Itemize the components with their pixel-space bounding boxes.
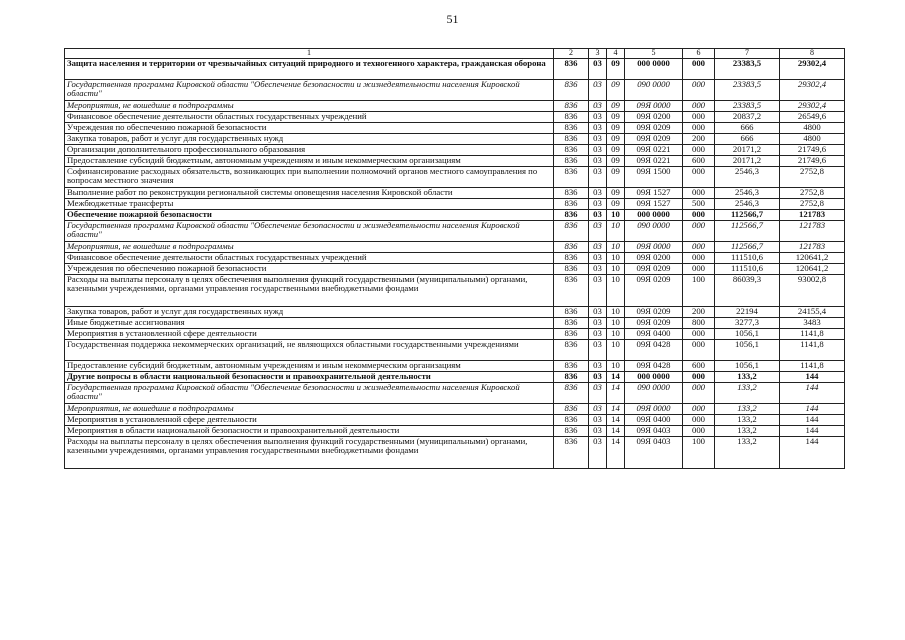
cell-ved: 836 xyxy=(554,318,589,329)
cell-ved: 836 xyxy=(554,437,589,469)
cell-amount-year1: 133,2 xyxy=(715,404,780,415)
cell-section: 03 xyxy=(589,415,607,426)
table-row xyxy=(65,307,845,318)
cell-amount-year1: 86039,3 xyxy=(715,275,780,307)
cell-subsection: 10 xyxy=(607,329,625,340)
cell-amount-year1: 666 xyxy=(715,134,780,145)
cell-ved: 836 xyxy=(554,372,589,383)
cell-amount-year2: 26549,6 xyxy=(780,112,845,123)
cell-amount-year2: 120641,2 xyxy=(780,264,845,275)
cell-amount-year1: 133,2 xyxy=(715,426,780,437)
cell-subsection: 10 xyxy=(607,264,625,275)
cell-target-code: 09Я 0428 xyxy=(625,340,683,361)
row-name: Расходы на выплаты персоналу в целях обеспечения выполнения функций государственными (муниципальными) органами, казенными учреждениями, органами управления государственными внебюджетными фондами xyxy=(65,437,554,469)
row-name: Софинансирование расходных обязательств, возникающих при выполнении полномочий органов местного самоуправления по вопросам местного значения xyxy=(65,167,554,188)
cell-target-code: 09Я 0209 xyxy=(625,123,683,134)
cell-amount-year2: 1141,8 xyxy=(780,340,845,361)
cell-amount-year1: 2546,3 xyxy=(715,167,780,188)
cell-ved: 836 xyxy=(554,80,589,101)
cell-amount-year2: 2752,8 xyxy=(780,188,845,199)
cell-amount-year1: 23383,5 xyxy=(715,101,780,112)
cell-target-code: 09Я 0428 xyxy=(625,361,683,372)
cell-amount-year2: 24155,4 xyxy=(780,307,845,318)
cell-amount-year2: 121783 xyxy=(780,221,845,242)
cell-ved: 836 xyxy=(554,426,589,437)
cell-amount-year2: 2752,8 xyxy=(780,199,845,210)
row-name: Мероприятия в области национальной безопасности и правоохранительной деятельности xyxy=(65,426,554,437)
cell-expense-type: 500 xyxy=(683,199,715,210)
cell-target-code: 09Я 0200 xyxy=(625,253,683,264)
cell-subsection: 14 xyxy=(607,404,625,415)
table-row xyxy=(65,372,845,383)
row-name: Мероприятия в установленной сфере деятельности xyxy=(65,415,554,426)
cell-section: 03 xyxy=(589,437,607,469)
cell-target-code: 09Я 0400 xyxy=(625,329,683,340)
header-cell: 3 xyxy=(589,49,607,59)
cell-expense-type: 200 xyxy=(683,134,715,145)
table-row xyxy=(65,426,845,437)
cell-target-code: 090 0000 xyxy=(625,80,683,101)
cell-amount-year2: 120641,2 xyxy=(780,253,845,264)
table-row xyxy=(65,210,845,221)
row-name: Мероприятия, не вошедшие в подпрограммы xyxy=(65,404,554,415)
row-name: Закупка товаров, работ и услуг для государственных нужд xyxy=(65,134,554,145)
table-row xyxy=(65,156,845,167)
cell-ved: 836 xyxy=(554,145,589,156)
row-name: Расходы на выплаты персоналу в целях обеспечения выполнения функций государственными (муниципальными) органами, казенными учреждениями, органами управления государственными внебюджетными фондами xyxy=(65,275,554,307)
cell-ved: 836 xyxy=(554,167,589,188)
table-row xyxy=(65,145,845,156)
cell-expense-type: 000 xyxy=(683,188,715,199)
header-cell: 8 xyxy=(780,49,845,59)
cell-target-code: 09Я 0209 xyxy=(625,275,683,307)
cell-target-code: 09Я 0221 xyxy=(625,156,683,167)
cell-section: 03 xyxy=(589,123,607,134)
cell-amount-year2: 121783 xyxy=(780,242,845,253)
cell-section: 03 xyxy=(589,307,607,318)
cell-section: 03 xyxy=(589,156,607,167)
cell-amount-year1: 133,2 xyxy=(715,383,780,404)
cell-amount-year2: 4800 xyxy=(780,123,845,134)
cell-section: 03 xyxy=(589,318,607,329)
cell-amount-year2: 1141,8 xyxy=(780,329,845,340)
table-row xyxy=(65,80,845,101)
cell-target-code: 09Я 0200 xyxy=(625,112,683,123)
cell-expense-type: 000 xyxy=(683,112,715,123)
cell-ved: 836 xyxy=(554,59,589,80)
table-row xyxy=(65,199,845,210)
cell-target-code: 000 0000 xyxy=(625,210,683,221)
cell-target-code: 090 0000 xyxy=(625,383,683,404)
cell-amount-year1: 22194 xyxy=(715,307,780,318)
cell-ved: 836 xyxy=(554,253,589,264)
cell-subsection: 10 xyxy=(607,340,625,361)
cell-expense-type: 000 xyxy=(683,329,715,340)
cell-ved: 836 xyxy=(554,134,589,145)
cell-target-code: 09Я 0000 xyxy=(625,242,683,253)
cell-amount-year2: 144 xyxy=(780,404,845,415)
cell-ved: 836 xyxy=(554,340,589,361)
cell-amount-year1: 133,2 xyxy=(715,437,780,469)
cell-section: 03 xyxy=(589,59,607,80)
table-row xyxy=(65,242,845,253)
row-name: Другие вопросы в области национальной безопасности и правоохранительной деятельности xyxy=(65,372,554,383)
cell-ved: 836 xyxy=(554,383,589,404)
cell-target-code: 09Я 1527 xyxy=(625,188,683,199)
cell-subsection: 09 xyxy=(607,59,625,80)
cell-subsection: 14 xyxy=(607,426,625,437)
table-row xyxy=(65,415,845,426)
cell-expense-type: 000 xyxy=(683,426,715,437)
row-name: Учреждения по обеспечению пожарной безопасности xyxy=(65,264,554,275)
cell-section: 03 xyxy=(589,101,607,112)
cell-target-code: 09Я 0000 xyxy=(625,404,683,415)
table-row xyxy=(65,188,845,199)
cell-amount-year2: 144 xyxy=(780,415,845,426)
cell-subsection: 09 xyxy=(607,199,625,210)
cell-target-code: 09Я 0209 xyxy=(625,134,683,145)
cell-ved: 836 xyxy=(554,264,589,275)
cell-ved: 836 xyxy=(554,101,589,112)
cell-amount-year1: 20837,2 xyxy=(715,112,780,123)
cell-amount-year1: 20171,2 xyxy=(715,156,780,167)
row-name: Обеспечение пожарной безопасности xyxy=(65,210,554,221)
cell-amount-year1: 2546,3 xyxy=(715,188,780,199)
table-row xyxy=(65,318,845,329)
cell-amount-year2: 21749,6 xyxy=(780,145,845,156)
cell-amount-year2: 144 xyxy=(780,426,845,437)
cell-amount-year2: 3483 xyxy=(780,318,845,329)
cell-amount-year1: 23383,5 xyxy=(715,80,780,101)
cell-ved: 836 xyxy=(554,188,589,199)
cell-ved: 836 xyxy=(554,361,589,372)
cell-subsection: 09 xyxy=(607,134,625,145)
header-row xyxy=(65,49,845,59)
cell-section: 03 xyxy=(589,404,607,415)
cell-section: 03 xyxy=(589,264,607,275)
cell-expense-type: 200 xyxy=(683,307,715,318)
table-row xyxy=(65,167,845,188)
budget-table xyxy=(64,48,845,469)
cell-amount-year2: 144 xyxy=(780,383,845,404)
cell-amount-year2: 144 xyxy=(780,437,845,469)
cell-section: 03 xyxy=(589,242,607,253)
row-name: Финансовое обеспечение деятельности областных государственных учреждений xyxy=(65,253,554,264)
cell-expense-type: 100 xyxy=(683,437,715,469)
cell-amount-year1: 112566,7 xyxy=(715,242,780,253)
cell-target-code: 09Я 0403 xyxy=(625,437,683,469)
cell-subsection: 09 xyxy=(607,112,625,123)
row-name: Мероприятия в установленной сфере деятельности xyxy=(65,329,554,340)
cell-subsection: 09 xyxy=(607,145,625,156)
cell-expense-type: 100 xyxy=(683,275,715,307)
header-cell: 1 xyxy=(65,49,554,59)
cell-subsection: 10 xyxy=(607,210,625,221)
cell-amount-year2: 29302,4 xyxy=(780,59,845,80)
cell-amount-year2: 1141,8 xyxy=(780,361,845,372)
cell-section: 03 xyxy=(589,329,607,340)
cell-subsection: 14 xyxy=(607,437,625,469)
row-name: Выполнение работ по реконструкции региональной системы оповещения населения Кировской области xyxy=(65,188,554,199)
table-row xyxy=(65,437,845,469)
row-name: Закупка товаров, работ и услуг для государственных нужд xyxy=(65,307,554,318)
row-name: Предоставление субсидий бюджетным, автономным учреждениям и иным некоммерческим организациям xyxy=(65,156,554,167)
cell-amount-year2: 2752,8 xyxy=(780,167,845,188)
cell-amount-year2: 93002,8 xyxy=(780,275,845,307)
row-name: Государственная поддержка некоммерческих организаций, не являющихся областными государственными учреждениями xyxy=(65,340,554,361)
cell-section: 03 xyxy=(589,253,607,264)
cell-target-code: 09Я 1527 xyxy=(625,199,683,210)
cell-subsection: 14 xyxy=(607,372,625,383)
cell-section: 03 xyxy=(589,167,607,188)
cell-expense-type: 000 xyxy=(683,415,715,426)
header-cell: 6 xyxy=(683,49,715,59)
cell-ved: 836 xyxy=(554,242,589,253)
cell-subsection: 10 xyxy=(607,307,625,318)
row-name: Мероприятия, не вошедшие в подпрограммы xyxy=(65,101,554,112)
cell-section: 03 xyxy=(589,112,607,123)
cell-section: 03 xyxy=(589,221,607,242)
cell-amount-year1: 23383,5 xyxy=(715,59,780,80)
cell-expense-type: 000 xyxy=(683,221,715,242)
cell-ved: 836 xyxy=(554,404,589,415)
cell-subsection: 10 xyxy=(607,253,625,264)
cell-section: 03 xyxy=(589,340,607,361)
cell-section: 03 xyxy=(589,275,607,307)
cell-amount-year1: 112566,7 xyxy=(715,210,780,221)
table-row xyxy=(65,275,845,307)
cell-ved: 836 xyxy=(554,199,589,210)
table-row xyxy=(65,101,845,112)
cell-section: 03 xyxy=(589,372,607,383)
cell-ved: 836 xyxy=(554,210,589,221)
cell-section: 03 xyxy=(589,188,607,199)
row-name: Межбюджетные трансферты xyxy=(65,199,554,210)
row-name: Защита населения и территории от чрезвычайных ситуаций природного и техногенного характера, гражданская оборона xyxy=(65,59,554,80)
cell-amount-year2: 4800 xyxy=(780,134,845,145)
cell-amount-year2: 121783 xyxy=(780,210,845,221)
table-row xyxy=(65,361,845,372)
table-row xyxy=(65,221,845,242)
row-name: Государственная программа Кировской области "Обеспечение безопасности и жизнедеятельности населения Кировской области" xyxy=(65,221,554,242)
table-row xyxy=(65,383,845,404)
cell-expense-type: 000 xyxy=(683,59,715,80)
table-row xyxy=(65,123,845,134)
cell-target-code: 09Я 0209 xyxy=(625,264,683,275)
cell-section: 03 xyxy=(589,210,607,221)
cell-ved: 836 xyxy=(554,156,589,167)
cell-section: 03 xyxy=(589,80,607,101)
cell-amount-year1: 1056,1 xyxy=(715,329,780,340)
cell-section: 03 xyxy=(589,199,607,210)
table-row xyxy=(65,134,845,145)
cell-amount-year1: 2546,3 xyxy=(715,199,780,210)
cell-expense-type: 600 xyxy=(683,361,715,372)
table-row xyxy=(65,340,845,361)
cell-target-code: 09Я 0400 xyxy=(625,415,683,426)
cell-ved: 836 xyxy=(554,221,589,242)
cell-target-code: 090 0000 xyxy=(625,221,683,242)
cell-expense-type: 000 xyxy=(683,80,715,101)
cell-amount-year2: 29302,4 xyxy=(780,80,845,101)
cell-expense-type: 000 xyxy=(683,123,715,134)
cell-section: 03 xyxy=(589,426,607,437)
cell-subsection: 10 xyxy=(607,275,625,307)
cell-section: 03 xyxy=(589,134,607,145)
cell-target-code: 09Я 0000 xyxy=(625,101,683,112)
cell-amount-year1: 112566,7 xyxy=(715,221,780,242)
table-row xyxy=(65,253,845,264)
cell-ved: 836 xyxy=(554,307,589,318)
cell-subsection: 10 xyxy=(607,318,625,329)
cell-subsection: 09 xyxy=(607,156,625,167)
header-cell: 7 xyxy=(715,49,780,59)
cell-subsection: 10 xyxy=(607,361,625,372)
row-name: Организации дополнительного профессионального образования xyxy=(65,145,554,156)
cell-amount-year1: 20171,2 xyxy=(715,145,780,156)
cell-ved: 836 xyxy=(554,112,589,123)
row-name: Финансовое обеспечение деятельности областных государственных учреждений xyxy=(65,112,554,123)
cell-expense-type: 000 xyxy=(683,264,715,275)
cell-target-code: 09Я 0221 xyxy=(625,145,683,156)
cell-subsection: 10 xyxy=(607,242,625,253)
cell-expense-type: 000 xyxy=(683,383,715,404)
header-cell: 2 xyxy=(554,49,589,59)
row-name: Иные бюджетные ассигнования xyxy=(65,318,554,329)
cell-subsection: 14 xyxy=(607,415,625,426)
cell-expense-type: 000 xyxy=(683,253,715,264)
cell-amount-year1: 111510,6 xyxy=(715,253,780,264)
cell-expense-type: 000 xyxy=(683,145,715,156)
cell-expense-type: 800 xyxy=(683,318,715,329)
cell-subsection: 09 xyxy=(607,80,625,101)
cell-target-code: 09Я 0209 xyxy=(625,307,683,318)
cell-expense-type: 000 xyxy=(683,340,715,361)
cell-expense-type: 000 xyxy=(683,210,715,221)
cell-expense-type: 000 xyxy=(683,404,715,415)
cell-amount-year2: 29302,4 xyxy=(780,101,845,112)
cell-amount-year1: 111510,6 xyxy=(715,264,780,275)
cell-amount-year2: 21749,6 xyxy=(780,156,845,167)
row-name: Учреждения по обеспечению пожарной безопасности xyxy=(65,123,554,134)
table-row xyxy=(65,59,845,80)
cell-expense-type: 000 xyxy=(683,372,715,383)
cell-amount-year1: 133,2 xyxy=(715,372,780,383)
cell-subsection: 09 xyxy=(607,101,625,112)
cell-amount-year1: 1056,1 xyxy=(715,361,780,372)
row-name: Предоставление субсидий бюджетным, автономным учреждениям и иным некоммерческим организациям xyxy=(65,361,554,372)
cell-subsection: 10 xyxy=(607,221,625,242)
cell-target-code: 09Я 1500 xyxy=(625,167,683,188)
page-number: 51 xyxy=(446,12,459,26)
cell-target-code: 09Я 0209 xyxy=(625,318,683,329)
cell-subsection: 09 xyxy=(607,188,625,199)
cell-subsection: 09 xyxy=(607,167,625,188)
cell-target-code: 09Я 0403 xyxy=(625,426,683,437)
row-name: Государственная программа Кировской области "Обеспечение безопасности и жизнедеятельности населения Кировской области" xyxy=(65,80,554,101)
cell-expense-type: 000 xyxy=(683,242,715,253)
cell-amount-year1: 1056,1 xyxy=(715,340,780,361)
table-row xyxy=(65,112,845,123)
table-row xyxy=(65,329,845,340)
cell-ved: 836 xyxy=(554,329,589,340)
table-row xyxy=(65,404,845,415)
header-cell: 5 xyxy=(625,49,683,59)
cell-amount-year1: 133,2 xyxy=(715,415,780,426)
cell-ved: 836 xyxy=(554,123,589,134)
cell-expense-type: 000 xyxy=(683,167,715,188)
row-name: Государственная программа Кировской области "Обеспечение безопасности и жизнедеятельности населения Кировской области" xyxy=(65,383,554,404)
cell-subsection: 09 xyxy=(607,123,625,134)
cell-section: 03 xyxy=(589,145,607,156)
cell-section: 03 xyxy=(589,383,607,404)
cell-subsection: 14 xyxy=(607,383,625,404)
cell-expense-type: 600 xyxy=(683,156,715,167)
row-name: Мероприятия, не вошедшие в подпрограммы xyxy=(65,242,554,253)
cell-expense-type: 000 xyxy=(683,101,715,112)
cell-amount-year2: 144 xyxy=(780,372,845,383)
cell-section: 03 xyxy=(589,361,607,372)
cell-ved: 836 xyxy=(554,275,589,307)
cell-target-code: 000 0000 xyxy=(625,372,683,383)
cell-amount-year1: 666 xyxy=(715,123,780,134)
table-row xyxy=(65,264,845,275)
cell-ved: 836 xyxy=(554,415,589,426)
header-cell: 4 xyxy=(607,49,625,59)
cell-amount-year1: 3277,3 xyxy=(715,318,780,329)
cell-target-code: 000 0000 xyxy=(625,59,683,80)
